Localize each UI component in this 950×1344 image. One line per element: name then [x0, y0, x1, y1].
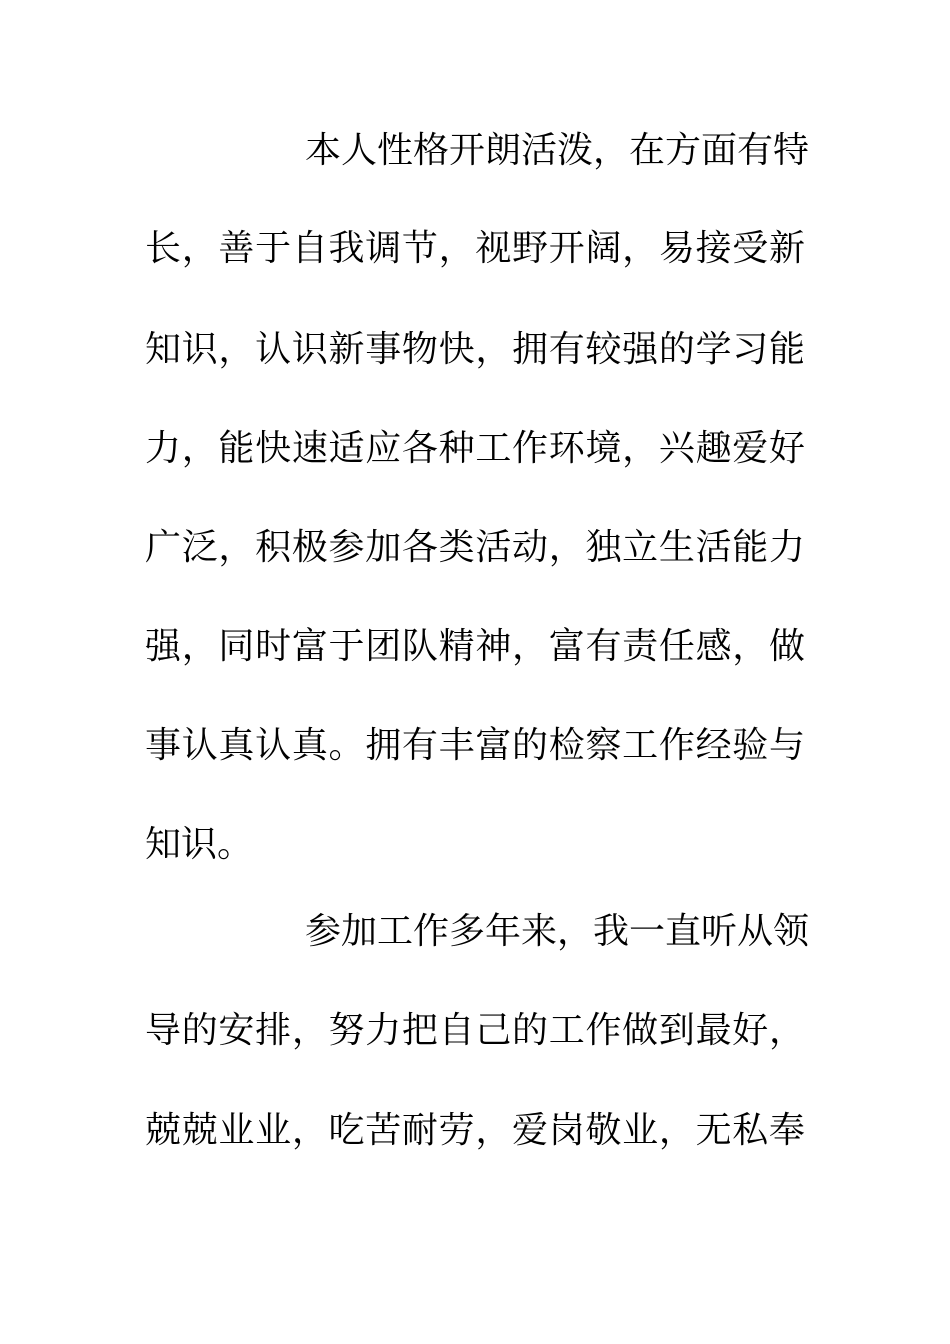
paragraph-line: 强，同时富于团队精神，富有责任感，做 [145, 626, 805, 667]
paragraph-line: 知识。 [145, 824, 254, 865]
paragraph-line: 广泛，积极参加各类活动，独立生活能力 [145, 527, 805, 568]
paragraph-line: 导的安排，努力把自己的工作做到最好， [145, 1010, 805, 1051]
paragraph-line: 事认真认真。拥有丰富的检察工作经验与 [145, 725, 805, 766]
paragraph-line: 力，能快速适应各种工作环境，兴趣爱好 [145, 428, 805, 469]
paragraph-line: 知识，认识新事物快，拥有较强的学习能 [145, 329, 805, 370]
paragraph-line: 长，善于自我调节，视野开阔，易接受新 [145, 228, 805, 269]
paragraph-line: 兢兢业业，吃苦耐劳，爱岗敬业，无私奉 [145, 1110, 805, 1151]
paragraph-line: 参加工作多年来，我一直听从领 [305, 911, 810, 952]
paragraph-line: 本人性格开朗活泼，在方面有特 [305, 130, 810, 171]
